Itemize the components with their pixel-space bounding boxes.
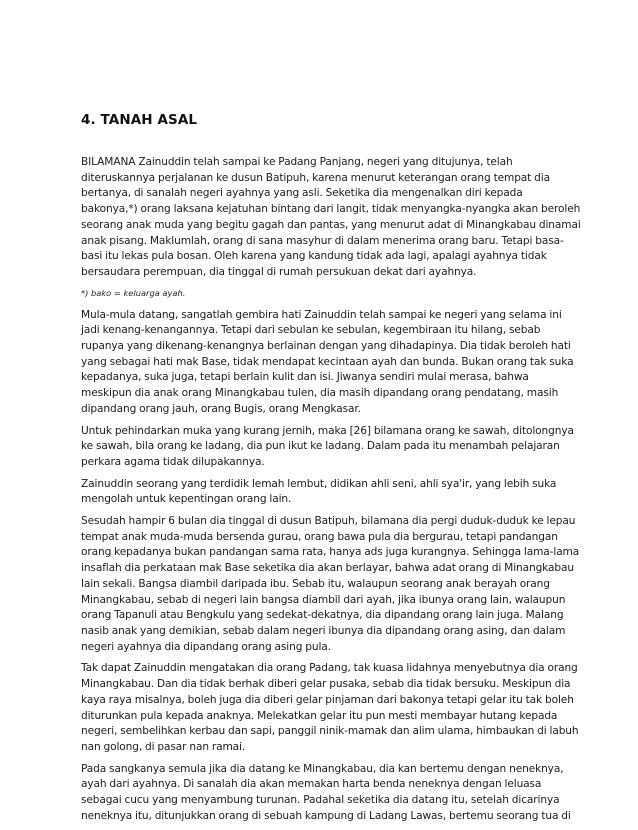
text-line: basi itu lekas pula bosan. Oleh karena yang kandung tidak ada lagi, apalagi ayahnya tidak [81,250,547,263]
text-line: nasib anak yang demikian, sebab dalam negeri ibunya dia dipandang orang asing, dan dalam [81,624,566,637]
text-line: diturunkan pula kepada anaknya. Melekatkan gelar itu pun mesti membayar hutang kepada [81,709,558,722]
text-line: BILAMANA Zainuddin telah sampai ke Padang Panjang, negeri yang ditujunya, telah [81,156,513,168]
text-line: dipandang orang jauh, orang Bugis, orang Mengkasar. [81,402,361,415]
text-line: meskipun dia anak orang Minangkabau tulen, dia masih dipandang orang pendatang, masih [81,387,559,400]
text-line: bakonya,*) orang laksana kejatuhan bintang dari langit, tidak menyangka-nyangka akan beroleh [81,203,581,216]
text-line: sebagai cucu yang menyambung turunan. Padahal seketika dia datang itu, setelah dicarinya [81,794,560,807]
text-line: yang sebagai hati mak Base, tidak mendapat kecintaan ayah dan bunda. Bukan orang tak suka [81,355,574,368]
text-line: jadi kenang-kenangannya. Tetapi dari sebulan ke sebulan, kegembiraan itu hilang, sebab [81,324,541,337]
paragraph [81,155,581,281]
paragraph [81,424,574,471]
text-line: insaflah dia perkataan mak Base seketika dia akan berlayar, bahwa adat orang di Minangkabau [81,562,574,575]
chapter-title: 4. TANAH ASAL [81,112,198,128]
text-line: mengolah untuk kepentingan orang lain. [81,493,292,506]
paragraph [81,308,574,418]
text-line: bertanya, di sanalah negeri ayahnya yang asli. Seketika dia mengenalkan diri kepada [81,187,523,200]
text-line: orang kepadanya bukan pandangan sama rata, hanya ads juga kurangnya. Sehingga lama-lama [81,546,580,559]
text-line: anak pisang. Maklumlah, orang di sana masyhur di dalam menerima orang baru. Tetapi basa- [81,234,564,247]
text-line: Untuk pehindarkan muka yang kurang jernih, maka [26] bilamana orang ke sawah, ditolongnya [81,424,574,437]
text-line: Zainuddin seorang yang terdidik lemah lembut, didikan ahli seni, ahli sya'ir, yang lebih suka [81,477,557,490]
text-line: Minangkabau, sebab di negeri lain bangsa diambil dari ayah, jika ibunya orang lain, walaupun [81,593,566,606]
text-line: neneknya itu, ditunjukkan orang di sebuah kampung di Ladang Lawas, bertemu seorang tua di [81,809,571,822]
text-line: kaya raya misalnya, boleh juga dia diberi gelar pinjaman dari bakonya tetapi gelar itu tak boleh [81,693,574,706]
text-line: lain sekali. Bangsa diambil daripada ibu. Sebab itu, walaupun seorang anak berayah orang [81,577,550,590]
text-line: orang Tapanuli atau Bengkulu yang sedekat-dekatnya, dia dipandang orang lain juga. Malang [81,609,564,622]
text-line: ke sawah, bila orang ke ladang, dia pun ikut ke ladang. Dalam pada itu menambah pelajaran [81,440,560,453]
paragraph [81,762,571,825]
text-line: Pada sangkanya semula jika dia datang ke Minangkabau, dia kan bertemu dengan neneknya, [81,762,564,775]
text-line: ayah dari ayahnya. Di sanalah dia akan memakan harta benda neneknya dengan leluasa [81,778,542,791]
text-line: negeri, sembelihkan kerbau dan sapi, panggil ninik-mamak dan alim ulama, himbaukan di labuh [81,725,579,738]
text-line: rupanya yang dikenang-kenangnya berlainan dengan yang dihadapinya. Dia tidak beroleh hati [81,340,571,353]
footnote: *) bako = keluarga ayah. [81,287,186,298]
text-line: Sesudah hampir 6 bulan dia tinggal di dusun Batipuh, bilamana dia pergi duduk-duduk ke lepau [81,515,576,528]
text-line: tempat anak muda-muda bersenda gurau, orang bawa pula dia bergurau, tetapi pandangan [81,530,558,543]
paragraph [81,477,559,508]
text-line: Tak dapat Zainuddin mengatakan dia orang Padang, tak kuasa lidahnya menyebutnya dia orang [81,662,578,675]
text-line: diteruskannya perjalanan ke dusun Batipuh, karena menurut keterangan orang tempat dia [81,171,550,184]
text-line: kepadanya, suka juga, tetapi berlain kulit dan isi. Jiwanya sendiri mulai merasa, bahwa [81,371,529,384]
text-line: bersaudara perempuan, dia tinggal di rumah persukuan dekat dari ayahnya. [81,265,477,278]
text-line: negeri ayahnya dia dipandang orang asing pula. [81,640,331,653]
text-line: nan golong, di pasar nan ramai. [81,740,246,753]
paragraph [81,661,579,755]
document-page [81,112,581,830]
text-line: Minangkabau. Dan dia tidak berhak diberi gelar pusaka, sebab dia tidak bersuku. Meskipun dia [81,678,571,691]
paragraph [81,514,580,655]
text-line: Mula-mula datang, sangatlah gembira hati Zainuddin telah sampai ke negeri yang selama ini [81,308,562,321]
text-line: seorang anak muda yang begitu gagah dan pantas, yang menurut adat di Minangkabau dinamai [81,218,581,231]
text-line: perkara agama tidak dilupakannya. [81,455,265,468]
